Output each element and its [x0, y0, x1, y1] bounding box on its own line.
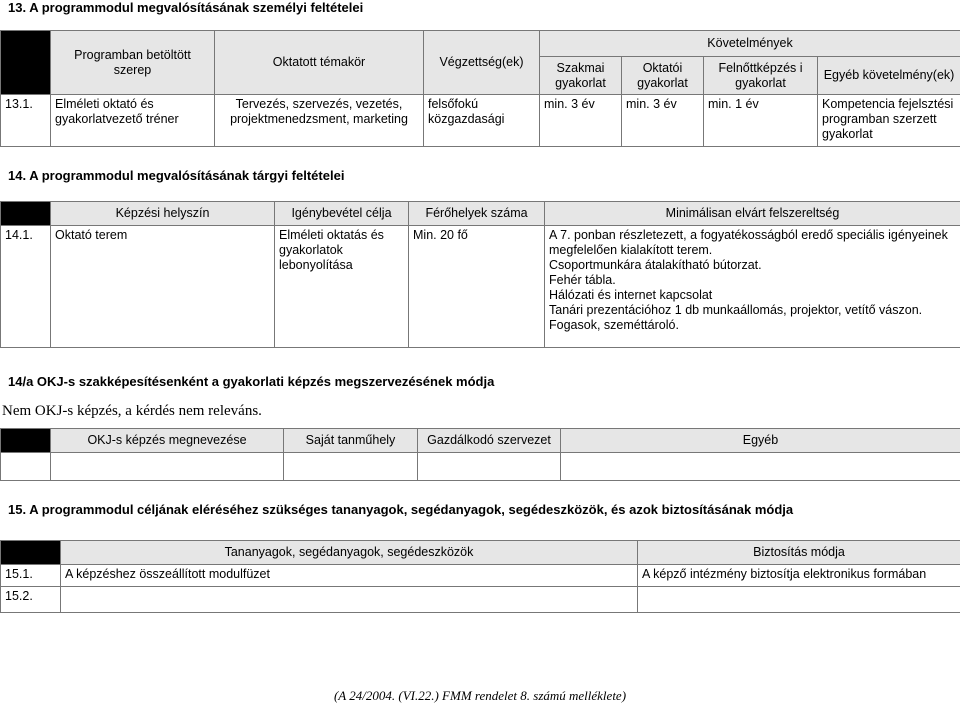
- col-header-vegzettseg: Végzettség(ek): [424, 31, 540, 95]
- materials-table: [0, 540, 960, 613]
- empty-cell: [1, 453, 51, 481]
- col-header-kovetelmenyek: Követelmények: [540, 31, 960, 57]
- col-header-helyszin: Képzési helyszín: [51, 202, 275, 226]
- cell-ferohely: Min. 20 fő: [409, 226, 545, 348]
- section-14a-title: 14/a OKJ-s szakképesítésenként a gyakorlati képzés megszervezésének módja: [8, 374, 495, 389]
- col-header-szakmai: Szakmai gyakorlat: [540, 57, 622, 95]
- cell-tananyag: [61, 587, 638, 613]
- col-header-egyeb: Egyéb: [561, 429, 960, 453]
- table-row: [1, 226, 960, 348]
- empty-cell: [284, 453, 418, 481]
- page-footer: (A 24/2004. (VI.22.) FMM rendelet 8. számú melléklete): [333, 688, 627, 703]
- col-header-temakor: Oktatott témakör: [215, 31, 424, 95]
- empty-cell: [51, 453, 284, 481]
- cell-vegzettseg: felsőfokú közgazdasági: [424, 95, 540, 147]
- col-header-okj: OKJ-s képzés megnevezése: [51, 429, 284, 453]
- section-14-title: 14. A programmodul megvalósításának tárgyi feltételei: [8, 168, 345, 183]
- table-row: [1, 565, 960, 587]
- cell-biztositas: A képző intézmény biztosítja elektronikus formában: [638, 565, 960, 587]
- table-row: [1, 587, 960, 613]
- section-15-title: 15. A programmodul céljának eléréséhez szükséges tananyagok, segédanyagok, segédeszközök, és azok biztosításának módja: [8, 502, 794, 517]
- cell-szakmai: min. 3 év: [540, 95, 622, 147]
- col-header-ferohely: Férőhelyek száma: [409, 202, 545, 226]
- cell-biztositas: [638, 587, 960, 613]
- col-header-szerep: Programban betöltött szerep: [51, 31, 215, 95]
- col-header-gazdalkodo: Gazdálkodó szervezet: [418, 429, 561, 453]
- header-black-cell: [1, 31, 51, 95]
- row-number: 14.1.: [1, 226, 51, 348]
- cell-tananyag: A képzéshez összeállított modulfüzet: [61, 565, 638, 587]
- section-13-title: 13. A programmodul megvalósításának személyi feltételei: [8, 0, 364, 15]
- empty-cell: [418, 453, 561, 481]
- cell-oktatoi: min. 3 év: [622, 95, 704, 147]
- col-header-oktatoi: Oktatói gyakorlat: [622, 57, 704, 95]
- col-header-felszereltseg: Minimálisan elvárt felszereltség: [545, 202, 960, 226]
- col-header-egyeb: Egyéb követelmény(ek): [818, 57, 960, 95]
- row-number: 15.1.: [1, 565, 61, 587]
- col-header-tananyag: Tananyagok, segédanyagok, segédeszközök: [61, 541, 638, 565]
- col-header-biztositas: Biztosítás módja: [638, 541, 960, 565]
- cell-szerep: Elméleti oktató és gyakorlatvezető tréner: [51, 95, 215, 147]
- row-number: 15.2.: [1, 587, 61, 613]
- cell-igenybevetel: Elméleti oktatás és gyakorlatok lebonyolítása: [275, 226, 409, 348]
- cell-egyeb: Kompetencia fejelsztési programban szerzett gyakorlat: [818, 95, 960, 147]
- section-14a-note: Nem OKJ-s képzés, a kérdés nem releváns.: [2, 403, 262, 419]
- cell-temakor: Tervezés, szervezés, vezetés, projektmenedzsment, marketing: [215, 95, 424, 147]
- table-row: [1, 95, 960, 147]
- practical-training-table: [0, 428, 960, 481]
- col-header-igenybevetel: Igénybevétel célja: [275, 202, 409, 226]
- row-number: 13.1.: [1, 95, 51, 147]
- cell-helyszin: Oktató terem: [51, 226, 275, 348]
- col-header-felnott: Felnőttképzés i gyakorlat: [704, 57, 818, 95]
- staff-requirements-table: [0, 30, 960, 147]
- header-black-cell: [1, 541, 61, 565]
- table-row: [1, 453, 960, 481]
- col-header-sajat: Saját tanműhely: [284, 429, 418, 453]
- facility-requirements-table: [0, 201, 960, 348]
- cell-felszereltseg: A 7. ponban részletezett, a fogyatékosságból eredő speciális igényeinek megfelelően kialakított terem. Csoportmunkára átalakítható bútorzat. Fehér tábla. Hálózati és internet kapcsolat Tanári prezentációhoz 1 db munkaállomás, projektor, vetítő vászon. Fogasok, szeméttároló.: [545, 226, 960, 348]
- cell-felnott: min. 1 év: [704, 95, 818, 147]
- header-black-cell: [1, 202, 51, 226]
- empty-cell: [561, 453, 960, 481]
- header-black-cell: [1, 429, 51, 453]
